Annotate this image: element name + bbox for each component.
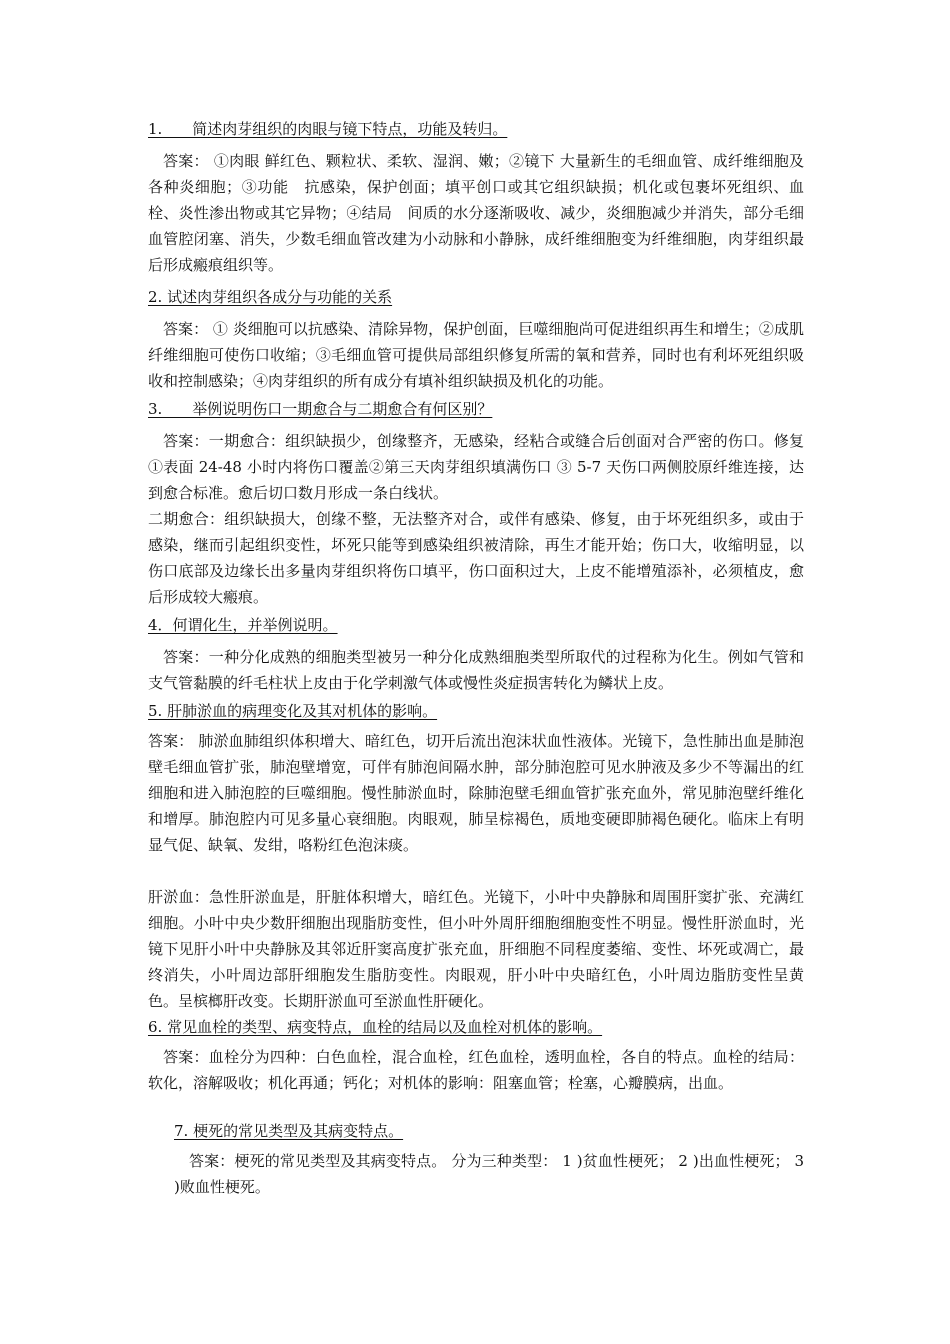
- question-3: 3. 举例说明伤口一期愈合与二期愈合有何区别？: [148, 400, 493, 418]
- question-7: 7. 梗死的常见类型及其病变特点。: [174, 1122, 404, 1140]
- question-4: 4．何谓化生，并举例说明。: [148, 616, 338, 634]
- answer-7: 答案：梗死的常见类型及其病变特点。 分为三种类型： 1 )贫血性梗死； 2 )出血性梗死； 3 )败血性梗死。: [174, 1152, 804, 1196]
- answer-3a: 答案：一期愈合：组织缺损少，创缘整齐，无感染，经粘合或缝合后创面对合严密的伤口。修复①表面 24-48 小时内将伤口覆盖②第三天肉芽组织填满伤口 ③ 5-7 天伤口两侧胶原纤维连接，达到愈合标准。愈后切口数月形成一条白线状。: [148, 432, 804, 502]
- question-2: 2. 试述肉芽组织各成分与功能的关系: [148, 288, 393, 306]
- section-7: [174, 1120, 804, 1200]
- question-1: 1. 简述肉芽组织的肉眼与镜下特点，功能及转归。: [148, 120, 508, 138]
- answer-4: 答案：一种分化成熟的细胞类型被另一种分化成熟细胞类型所取代的过程称为化生。例如气管和支气管黏膜的纤毛柱状上皮由于化学刺激气体或慢性炎症损害转化为鳞状上皮。: [148, 648, 804, 692]
- answer-5a: 答案： 肺淤血肺组织体积增大、暗红色，切开后流出泡沫状血性液体。光镜下，急性肺出血是肺泡壁毛细血管扩张，肺泡壁增宽，可伴有肺泡间隔水肿，部分肺泡腔可见水肿液及多少不等漏出的红细胞和进入肺泡腔的巨噬细胞。慢性肺淤血时，除肺泡壁毛细血管扩张充血外，常见肺泡壁纤维化和增厚。肺泡腔内可见多量心衰细胞。肉眼观，肺呈棕褐色，质地变硬即肺褐色硬化。临床上有明显气促、缺氧、发绀，咯粉红色泡沫痰。: [148, 732, 804, 854]
- answer-6: 答案：血栓分为四种：白色血栓，混合血栓，红色血栓，透明血栓，各自的特点。血栓的结局：软化，溶解吸收；机化再通；钙化；对机体的影响：阻塞血管；栓塞，心瓣膜病，出血。: [148, 1048, 804, 1092]
- question-6: 6. 常见血栓的类型、病变特点，血栓的结局以及血栓对机体的影响。: [148, 1018, 603, 1036]
- answer-2: 答案： ① 炎细胞可以抗感染、清除异物，保护创面，巨噬细胞尚可促进组织再生和增生；②成肌纤维细胞可使伤口收缩；③毛细血管可提供局部组织修复所需的氧和营养，同时也有利坏死组织吸收和控制感染；④肉芽组织的所有成分有填补组织缺损及机化的功能。: [148, 320, 804, 390]
- document-page: [148, 118, 804, 1200]
- blank-line: [148, 858, 804, 884]
- answer-5b: 肝淤血：急性肝淤血是，肝脏体积增大，暗红色。光镜下，小叶中央静脉和周围肝窦扩张、充满红细胞。小叶中央少数肝细胞出现脂肪变性，但小叶外周肝细胞细胞变性不明显。慢性肝淤血时，光镜下见肝小叶中央静脉及其邻近肝窦高度扩张充血，肝细胞不同程度萎缩、变性、坏死或凋亡，最终消失，小叶周边部肝细胞发生脂肪变性。肉眼观，肝小叶中央暗红色，小叶周边脂肪变性呈黄色。呈槟榔肝改变。长期肝淤血可至淤血性肝硬化。: [148, 888, 804, 1010]
- answer-1: 答案： ①肉眼 鲜红色、颗粒状、柔软、湿润、嫩；②镜下 大量新生的毛细血管、成纤维细胞及各种炎细胞；③功能 抗感染，保护创面；填平创口或其它组织缺损；机化或包裹坏死组织、血栓、炎性渗出物或其它异物；④结局 间质的水分逐渐吸收、减少，炎细胞减少并消失，部分毛细血管腔闭塞、消失，少数毛细血管改建为小动脉和小静脉，成纤维细胞变为纤维细胞，肉芽组织最后形成瘢痕组织等。: [148, 152, 804, 274]
- answer-3b: 二期愈合：组织缺损大，创缘不整，无法整齐对合，或伴有感染、修复，由于坏死组织多，或由于感染，继而引起组织变性，坏死只能等到感染组织被清除，再生才能开始；伤口大，收缩明显，以伤口底部及边缘长出多量肉芽组织将伤口填平，伤口面积过大，上皮不能增殖添补，必须植皮，愈后形成较大瘢痕。: [148, 510, 804, 606]
- question-5: 5. 肝肺淤血的病理变化及其对机体的影响。: [148, 702, 438, 720]
